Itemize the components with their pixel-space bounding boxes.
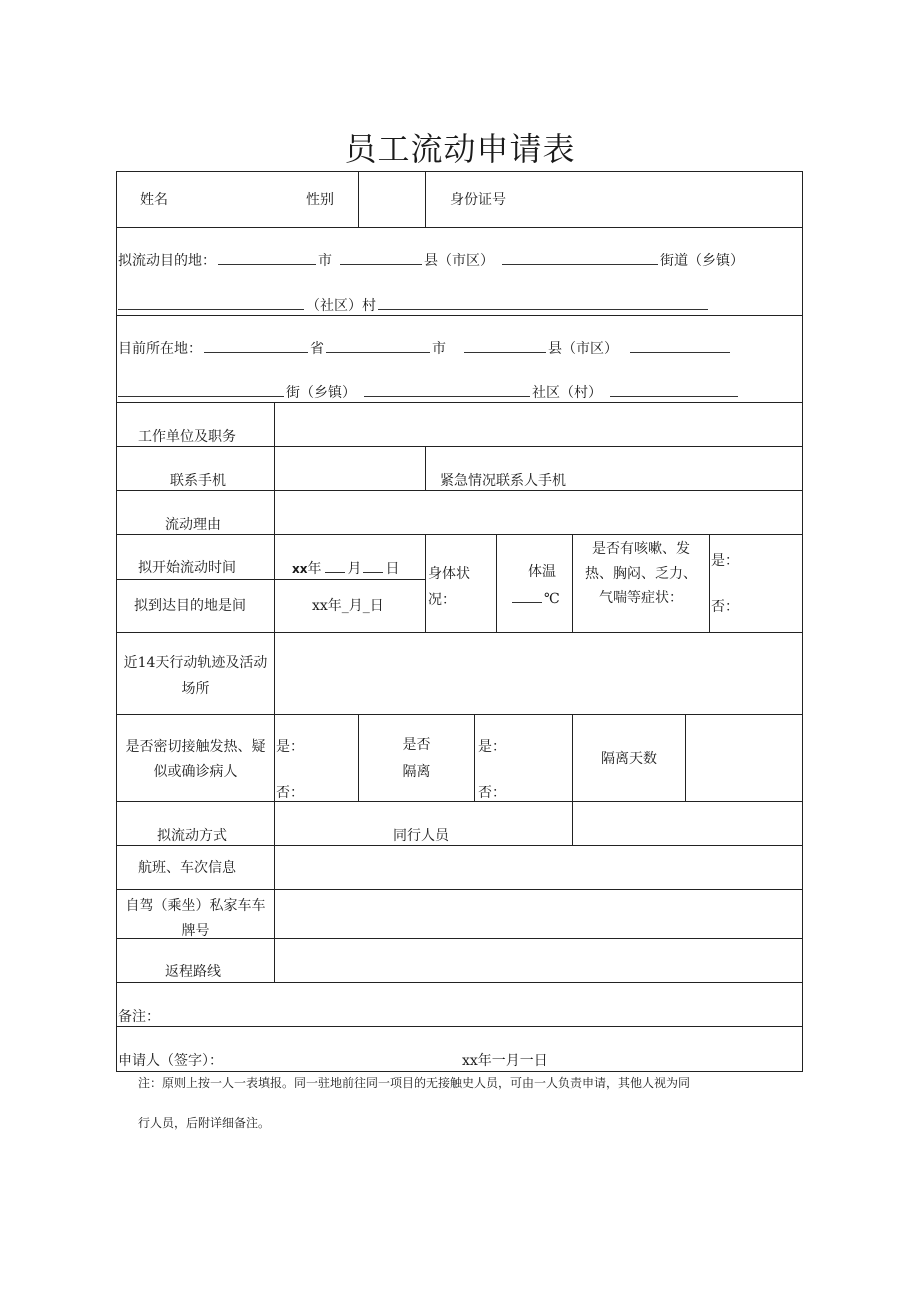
current-location-label: 目前所在地： [118, 341, 202, 357]
flight-info-label: 航班、车次信息 [138, 860, 236, 876]
current-street-field[interactable] [118, 384, 284, 397]
isolation-yes[interactable]: 是： [478, 739, 506, 755]
track-label-1: 近14天行动轨迹及活动 [123, 655, 268, 671]
destination-street-field[interactable] [502, 252, 658, 265]
isolation-days-label: 隔离天数 [601, 751, 657, 767]
remarks-label: 备注： [118, 1009, 160, 1025]
destination-label: 拟流动目的地： [118, 253, 216, 269]
track-label-2: 场所 [181, 681, 210, 697]
health-status-label-2: 况： [428, 592, 456, 608]
symptoms-label-1: 是否有咳嗽、发 [592, 541, 690, 557]
symptoms-no[interactable]: 否： [711, 599, 739, 615]
page-title: 员工流动申请表 [344, 130, 576, 168]
destination-line-1: 拟流动目的地： 市 县（市区） 街道（乡镇） [118, 253, 744, 269]
companions-label: 同行人员 [393, 828, 449, 844]
temperature-label: 体温 [528, 564, 556, 580]
start-time-value: xx年 月 日 [292, 561, 400, 577]
temperature-field[interactable] [512, 590, 542, 603]
emergency-phone-label: 紧急情况联系人手机 [440, 473, 566, 489]
plate-label-1: 自驾（乘坐）私家车车 [125, 898, 266, 914]
destination-county-field[interactable] [340, 252, 422, 265]
arrive-time-value: xx年_月_日 [312, 598, 384, 614]
travel-mode-label: 拟流动方式 [157, 828, 227, 844]
start-time-label: 拟开始流动时间 [138, 560, 236, 576]
arrive-time-label: 拟到达目的地是间 [134, 598, 246, 614]
current-location-line-2: 街（乡镇） 社区（村） [118, 384, 740, 401]
return-route-label: 返程路线 [165, 964, 221, 980]
start-month-field[interactable] [325, 560, 345, 573]
start-day-field[interactable] [363, 560, 383, 573]
current-extra-field[interactable] [630, 340, 730, 353]
current-city-field[interactable] [326, 340, 430, 353]
isolation-label-2: 隔离 [402, 764, 431, 780]
current-community-field[interactable] [364, 384, 530, 397]
symptoms-yes[interactable]: 是： [711, 553, 739, 569]
contact-label-2: 似或确诊病人 [153, 764, 238, 780]
contact-no[interactable]: 否： [276, 785, 304, 801]
destination-line-2: （社区）村 [118, 297, 710, 314]
id-number-label: 身份证号 [450, 192, 506, 208]
gender-label: 性别 [306, 192, 334, 208]
phone-label: 联系手机 [170, 473, 226, 489]
plate-label-2: 牌号 [181, 923, 210, 939]
temperature-value: ℃ [512, 590, 560, 607]
isolation-no[interactable]: 否： [478, 785, 506, 801]
application-date: xx年一月一日 [462, 1053, 548, 1069]
name-label: 姓名 [140, 192, 168, 208]
note-line-2: 行人员，后附详细备注。 [138, 1116, 271, 1130]
destination-community-field[interactable] [118, 297, 304, 310]
symptoms-label-3: 气喘等症状： [599, 590, 683, 606]
current-village-field[interactable] [610, 384, 738, 397]
reason-label: 流动理由 [165, 517, 221, 533]
contact-label-1: 是否密切接触发热、疑 [125, 739, 266, 755]
applicant-signature-label: 申请人（签字）： [118, 1053, 223, 1069]
destination-city-field[interactable] [218, 252, 316, 265]
contact-yes[interactable]: 是： [276, 739, 304, 755]
destination-village-field[interactable] [378, 297, 708, 310]
note-line-1: 注：原则上按一人一表填报。同一驻地前往同一项目的无接触史人员，可由一人负责申请，其他人视为同 [138, 1076, 691, 1090]
symptoms-label-2: 热、胸闷、乏力、 [585, 566, 697, 582]
current-county-field[interactable] [464, 340, 546, 353]
current-location-line-1: 目前所在地： 省 市 县（市区） [118, 340, 732, 357]
current-province-field[interactable] [204, 340, 308, 353]
isolation-label-1: 是否 [402, 737, 431, 753]
health-status-label-1: 身体状 [428, 566, 470, 582]
work-unit-label: 工作单位及职务 [138, 429, 236, 445]
